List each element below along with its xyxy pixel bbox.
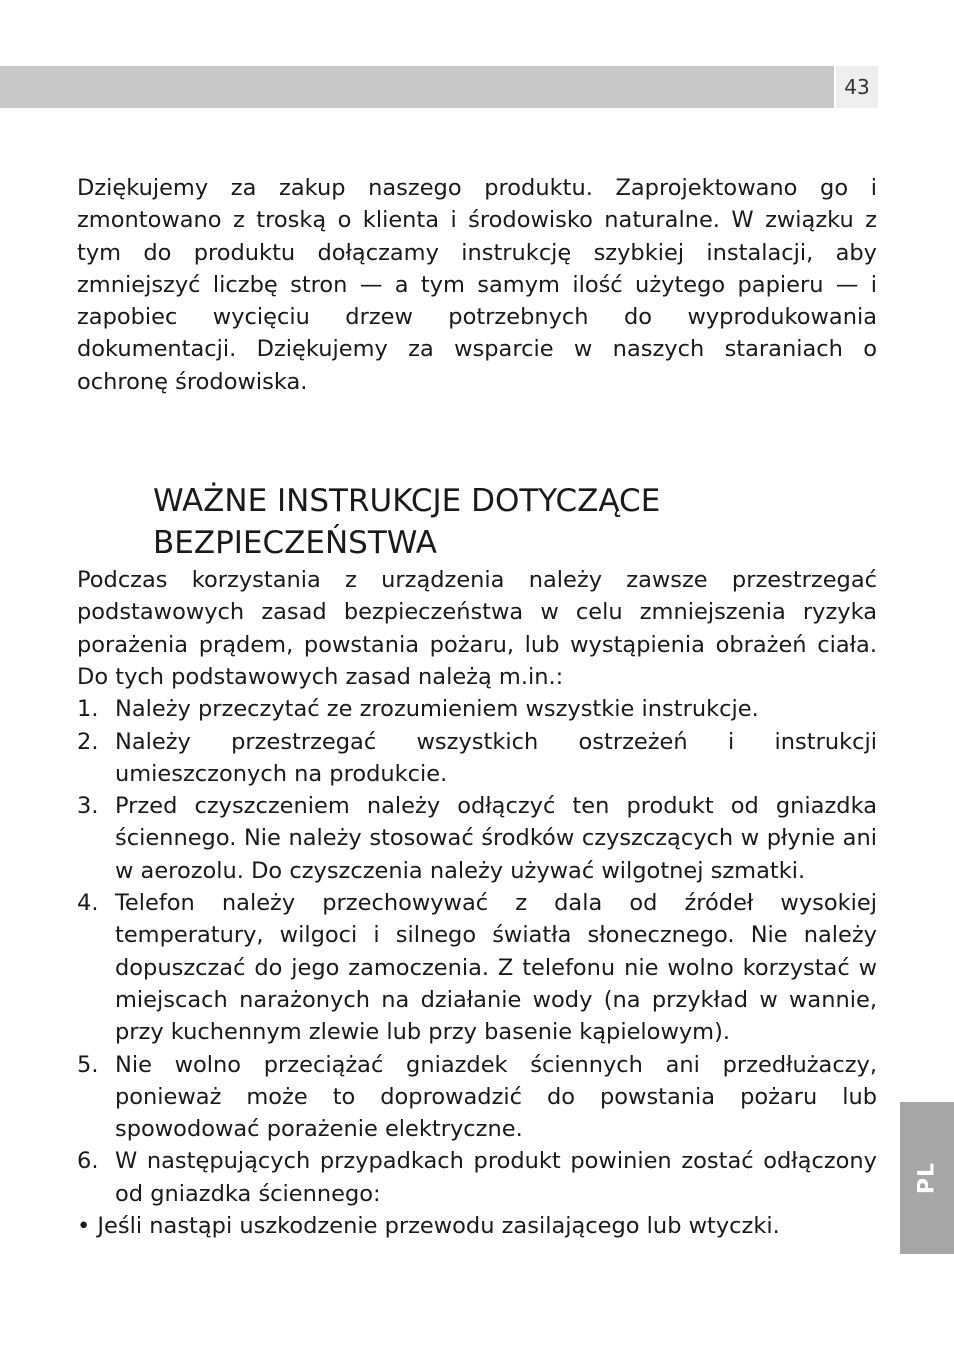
safety-heading-line1: WAŻNE INSTRUKCJE DOTYCZĄCE	[153, 483, 661, 520]
list-item	[77, 1145, 877, 1210]
list-item	[77, 790, 877, 887]
language-tab	[900, 1102, 954, 1254]
list-item-text: W następujących przypadkach produkt powinien zostać odłączony od gniazdka ściennego:	[115, 1148, 877, 1207]
page-content	[77, 172, 877, 1242]
list-item	[77, 693, 877, 725]
safety-rules-list	[77, 693, 877, 1210]
list-item-number: 1.	[77, 696, 99, 723]
intro-paragraph: Dziękujemy za zakup naszego produktu. Zaprojektowano go i zmontowano z troską o klienta i środowisko naturalne. W związku z tym do produktu dołączamy instrukcję szybkiej instalacji, aby zmniejszyć liczbę stron — a tym samym ilość użytego papieru — i zapobiec wycięciu drzew potrzebnych do wyprodukowania dokumentacji. Dziękujemy za wsparcie w naszych staraniach o ochronę środowiska.	[77, 175, 877, 395]
list-item	[77, 726, 877, 791]
safety-lead-paragraph: Podczas korzystania z urządzenia należy zawsze przestrzegać podstawowych zasad bezpieczeństwa w celu zmniejszenia ryzyka porażenia prądem, powstania pożaru, lub wystąpienia obrażeń ciała. Do tych podstawowych zasad należą m.in.:	[77, 567, 877, 690]
list-item-text: Przed czyszczeniem należy odłączyć ten produkt od gniazdka ściennego. Nie należy stosować środków czyszczących w płynie ani w aerozolu. Do czyszczenia należy używać wilgotnej szmatki.	[115, 793, 877, 884]
safety-heading	[77, 480, 877, 564]
list-item-number: 4.	[77, 890, 99, 917]
list-item-number: 2.	[77, 728, 99, 755]
list-item-text: Telefon należy przechowywać z dala od źródeł wysokiej temperatury, wilgoci i silnego światła słonecznego. Nie należy dopuszczać do jego zamoczenia. Z telefonu nie wolno korzystać w miejscach narażonych na działanie wody (na przykład w wannie, przy kuchennym zlewie lub przy basenie kąpielowym).	[115, 890, 877, 1046]
list-item-text: Należy przestrzegać wszystkich ostrzeżeń i instrukcji umieszczonych na produkcie.	[115, 728, 877, 787]
list-item-number: 3.	[77, 793, 99, 820]
language-tab-label: PL	[914, 1161, 940, 1195]
list-item	[77, 1049, 877, 1146]
bullet-item: • Jeśli nastąpi uszkodzenie przewodu zasilającego lub wtyczki.	[77, 1213, 780, 1240]
list-item-text: Należy przeczytać ze zrozumieniem wszystkie instrukcje.	[115, 696, 759, 723]
header-bar	[0, 66, 834, 108]
list-item-number: 5.	[77, 1051, 99, 1078]
list-item-number: 6.	[77, 1148, 99, 1175]
list-item	[77, 887, 877, 1048]
safety-heading-line2: BEZPIECZEŃSTWA	[153, 525, 437, 562]
page-number: 43	[836, 66, 878, 108]
list-item-text: Nie wolno przeciążać gniazdek ściennych ani przedłużaczy, ponieważ może to doprowadzić do powstania pożaru lub spowodować porażenie elektryczne.	[115, 1051, 877, 1143]
